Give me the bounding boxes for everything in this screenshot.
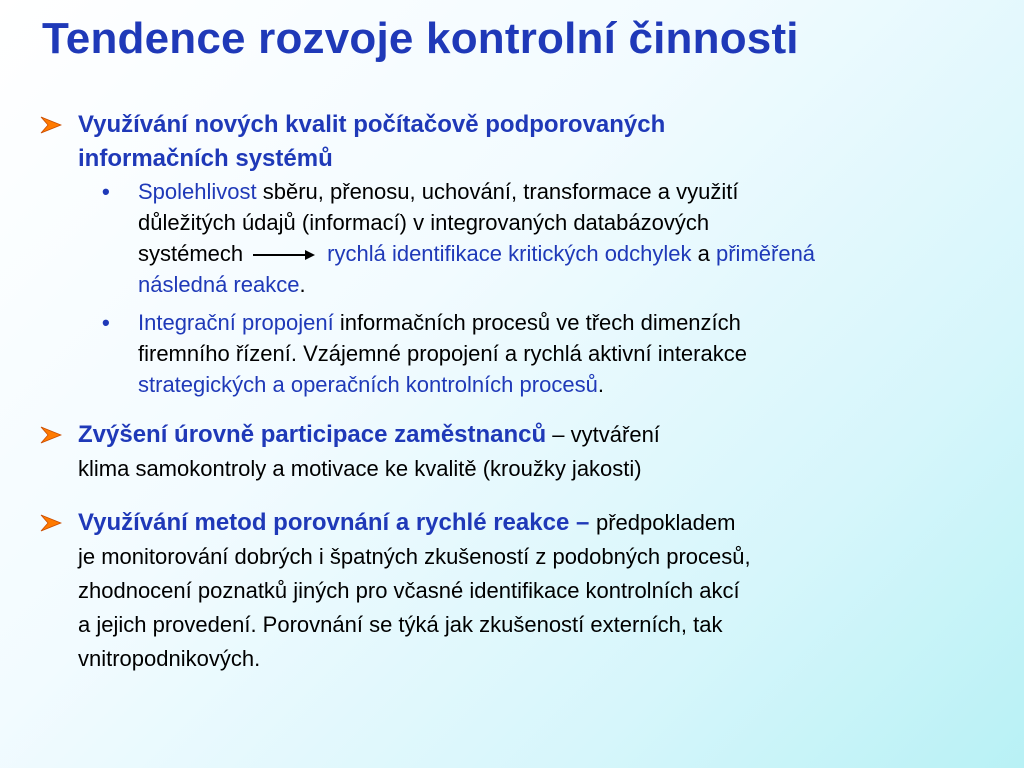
section-text: předpokladem	[595, 510, 736, 535]
bullet-highlight: přiměřená	[716, 241, 816, 266]
section-comparison	[40, 506, 1010, 676]
arrow-right-icon	[40, 116, 62, 134]
section-heading	[78, 108, 1010, 176]
slide-content	[40, 108, 1010, 676]
bullet-highlight: rychlá identifikace kritických odchylek	[327, 241, 692, 266]
bullet-text: informačních procesů ve třech dimenzích	[333, 310, 741, 335]
bullet-dot-icon: •	[102, 179, 110, 204]
bullet-dot-icon: •	[102, 310, 110, 335]
slide-title: Tendence rozvoje kontrolní činnosti	[42, 14, 799, 63]
bullet-text: .	[299, 272, 306, 297]
arrow-right-icon	[40, 514, 62, 532]
heading-dash: –	[546, 422, 571, 447]
arrow-right-icon	[40, 426, 62, 444]
bullet-integration	[102, 307, 1010, 400]
bullet-text: sběru, přenosu, uchování, transformace a využití	[256, 179, 739, 204]
section-text: vnitropodnikových.	[78, 646, 261, 671]
bullet-highlight: následná reakce	[138, 272, 300, 297]
bullet-text: důležitých údajů (informací) v integrovaných databázových	[138, 210, 710, 235]
bullet-text: .	[597, 372, 604, 397]
section-text: je monitorování dobrých i špatných zkušeností z podobných procesů,	[78, 544, 751, 569]
section-text: klima samokontroly a motivace ke kvalitě (kroužky jakosti)	[78, 456, 642, 481]
section-text: zhodnocení poznatků jiných pro včasné identifikace kontrolních akcí	[78, 578, 740, 603]
bullet-text: systémech	[138, 241, 244, 266]
section-heading: Zvýšení úrovně participace zaměstnanců	[78, 421, 547, 448]
section-heading: Využívání metod porovnání a rychlé reakce	[78, 509, 570, 536]
bullet-text: a	[691, 241, 716, 266]
section-text: a jejich provedení. Porovnání se týká jak zkušeností externích, tak	[78, 612, 723, 637]
bullet-lead: Integrační propojení	[138, 310, 334, 335]
bullet-reliability	[102, 176, 1010, 300]
section-text: vytváření	[570, 422, 660, 447]
heading-line: informačních systémů	[78, 145, 333, 172]
long-arrow-right-icon	[253, 248, 315, 262]
heading-dash: –	[569, 509, 596, 536]
heading-line: Využívání nových kvalit počítačově podporovaných	[78, 111, 666, 138]
bullet-highlight: strategických a operačních kontrolních procesů	[138, 372, 598, 397]
section-participation	[40, 418, 1010, 486]
bullet-text: firemního řízení. Vzájemné propojení a rychlá aktivní interakce	[138, 341, 747, 366]
section-it-systems	[40, 108, 1010, 176]
bullet-lead: Spolehlivost	[138, 179, 257, 204]
